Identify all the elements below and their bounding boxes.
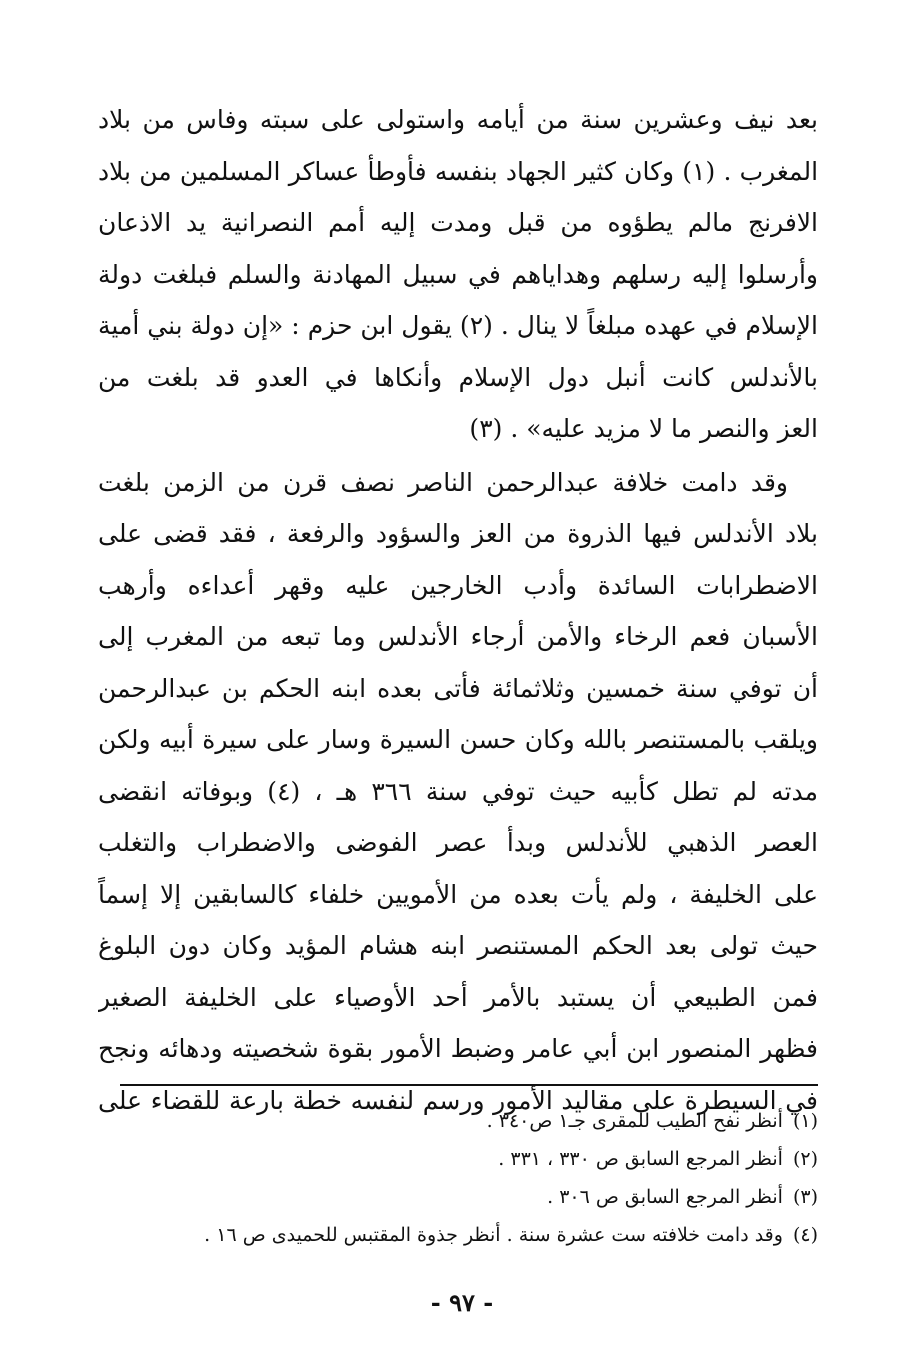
text-line: أن توفي سنة خمسين وثلاثمائة فأتى بعده ابنه الحكم بن عبدالرحمن [98, 673, 818, 703]
text-line: ويلقب بالمستنصر بالله وكان حسن السيرة وسار على سيرة أبيه ولكن [98, 725, 818, 754]
main-text [98, 94, 818, 1126]
footnote-text: أنظر نفح الطيب للمقرى جـ١ ص٣٤٠ . [486, 1110, 783, 1132]
footnote-number: (٣) [792, 1186, 818, 1208]
text-line: على الخليفة ، ولم يأت بعده من الأمويين خلفاء كالسابقين إلا إسماً [98, 879, 818, 909]
footnote-item [100, 1178, 818, 1216]
text-line: الإسلام في عهده مبلغاً لا ينال . (٢) يقول ابن حزم : «إن دولة بني أمية [98, 311, 818, 340]
text-line: بالأندلس كانت أنبل دول الإسلام وأنكاها في العدو قد بلغت من [98, 362, 818, 392]
text-line: الأسبان فعم الرخاء والأمن أرجاء الأندلس وما تبعه من المغرب إلى [98, 622, 818, 651]
footnote-number: (٤) [792, 1224, 818, 1246]
text-line: مدته لم تطل كأبيه حيث توفي سنة ٣٦٦ هـ ، (٤) وبوفاته انقضى [98, 776, 818, 806]
text-line: حيث تولى بعد الحكم المستنصر ابنه هشام المؤيد وكان دون البلوغ [98, 931, 818, 960]
footnote-separator [120, 1084, 818, 1086]
footnote-number: (١) [792, 1110, 818, 1132]
footnotes [100, 1102, 818, 1254]
footnote-text: أنظر المرجع السابق ص ٣٣٠ ، ٣٣١ . [498, 1148, 783, 1170]
text-line: الاضطرابات السائدة وأدب الخارجين عليه وقهر أعداءه وأرهب [98, 570, 818, 600]
text-line: المغرب . (١) وكان كثير الجهاد بنفسه فأوطأ عساكر المسلمين من بلاد [98, 156, 818, 186]
text-line: الافرنج مالم يطؤوه من قبل ومدت إليه أمم النصرانية يد الاذعان [98, 208, 818, 237]
text-line: فظهر المنصور ابن أبي عامر وضبط الأمور بقوة شخصيته ودهائه ونجح [98, 1034, 818, 1063]
footnote-number: (٢) [792, 1148, 818, 1170]
paragraph-2 [98, 457, 818, 1127]
text-line: بلاد الأندلس فيها الذروة من العز والسؤود والرفعة ، فقد قضى على [98, 519, 818, 548]
footnote-item [100, 1102, 818, 1140]
footnote-text: وقد دامت خلافته ست عشرة سنة . أنظر جذوة المقتبس للحميدى ص ١٦ . [204, 1224, 783, 1246]
text-line: بعد نيف وعشرين سنة من أيامه واستولى على سبته وفاس من بلاد [98, 105, 818, 134]
footnote-text: أنظر المرجع السابق ص ٣٠٦ . [547, 1186, 783, 1208]
text-line: وقد دامت خلافة عبدالرحمن الناصر نصف قرن من الزمن بلغت [98, 467, 788, 497]
text-line: وأرسلوا إليه رسلهم وهداياهم في سبيل المهادنة والسلم فبلغت دولة [98, 259, 818, 289]
text-line: العز والنصر ما لا مزيد عليه» . (٣) [469, 414, 818, 443]
text-line: في السيطرة على مقاليد الأمور ورسم لنفسه خطة بارعة للقضاء على [98, 1085, 818, 1115]
paragraph-1 [98, 94, 818, 455]
footnote-item [100, 1216, 818, 1254]
text-line: فمن الطبيعي أن يستبد بالأمر أحد الأوصياء على الخليفة الصغير [98, 982, 818, 1012]
page-number: - ٩٧ - [430, 1288, 494, 1317]
footnote-item [100, 1140, 818, 1178]
text-line: العصر الذهبي للأندلس وبدأ عصر الفوضى والاضطراب والتغلب [98, 828, 818, 857]
